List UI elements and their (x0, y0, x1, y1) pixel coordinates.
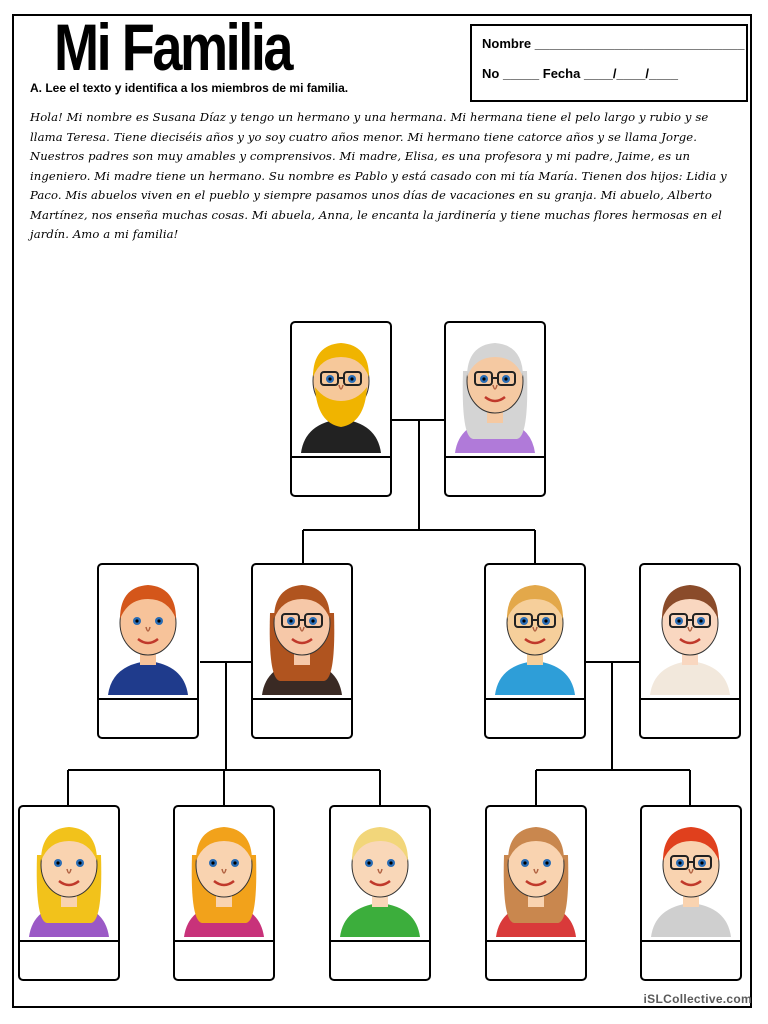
card-divider (446, 456, 544, 458)
red-haired-boy-icon (645, 811, 737, 937)
date-field[interactable]: ____/____/____ (583, 66, 678, 81)
brown-haired-woman-icon (644, 569, 736, 695)
name-answer-field[interactable] (335, 944, 425, 976)
red-haired-man-icon (102, 569, 194, 695)
card-divider (641, 698, 739, 700)
name-answer-field[interactable] (646, 944, 736, 976)
brown-haired-girl-icon (490, 811, 582, 937)
name-answer-field[interactable] (645, 702, 735, 734)
blonde-boy-icon (334, 811, 426, 937)
family-card-man2 (484, 563, 586, 739)
name-field[interactable]: _____________________________ (534, 36, 745, 51)
card-divider (642, 940, 740, 942)
name-label: Nombre (482, 36, 532, 51)
blonde-girl-icon (23, 811, 115, 937)
student-info-box (470, 24, 748, 102)
site-credit: iSLCollective.com (643, 992, 752, 1006)
card-divider (331, 940, 429, 942)
family-card-teen-girl (173, 805, 275, 981)
instructions: A. Lee el texto y identifica a los miembros de mi familia. (30, 81, 349, 95)
family-card-boy1 (329, 805, 431, 981)
card-divider (292, 456, 390, 458)
number-label: No (482, 66, 500, 81)
card-divider (20, 940, 118, 942)
name-row (482, 36, 744, 51)
family-card-woman2 (639, 563, 741, 739)
card-divider (487, 940, 585, 942)
family-card-woman1 (251, 563, 353, 739)
family-card-grandpa (290, 321, 392, 497)
number-date-row (482, 66, 678, 81)
blonde-teen-girl-icon (178, 811, 270, 937)
name-answer-field[interactable] (491, 944, 581, 976)
name-answer-field[interactable] (179, 944, 269, 976)
name-answer-field[interactable] (490, 702, 580, 734)
card-divider (253, 698, 351, 700)
family-card-girl2 (485, 805, 587, 981)
family-card-boy2 (640, 805, 742, 981)
family-card-man1 (97, 563, 199, 739)
card-divider (99, 698, 197, 700)
woman-with-glasses-icon (256, 569, 348, 695)
name-answer-field[interactable] (103, 702, 193, 734)
family-card-girl1 (18, 805, 120, 981)
family-card-grandma (444, 321, 546, 497)
page-title: Mi Familia (54, 10, 292, 84)
name-answer-field[interactable] (24, 944, 114, 976)
bearded-grandfather-icon (295, 327, 387, 453)
date-label: Fecha (542, 66, 581, 81)
grey-haired-grandmother-icon (449, 327, 541, 453)
card-divider (175, 940, 273, 942)
number-field[interactable]: _____ (502, 66, 540, 81)
story-text: Hola! Mi nombre es Susana Díaz y tengo un hermano y una hermana. Mi hermana tiene el pelo largo y rubio y se llama Teresa. Tiene dieciséis años y yo soy cuatro años menor. Mi hermano tiene catorce años y se llama Jorge. Nuestros padres son muy amables y comprensivos. Mi madre, Elisa, es una profesora y mi padre, Jaime, es un ingeniero. Mi madre tiene un hermano. Su nombre es Pablo y está casado con mi tía María. Tienen dos hijos: Lidia y Paco. Mis abuelos viven en el pueblo y siempre pasamos unos días de vacaciones en su granja. Mi abuelo, Alberto Martínez, nos enseña muchas cosas. Mi abuela, Anna, le encanta la jardinería y tiene muchas flores hermosas en el jardín. Amo a mi familia! (30, 110, 727, 241)
card-divider (486, 698, 584, 700)
name-answer-field[interactable] (296, 460, 386, 492)
name-answer-field[interactable] (450, 460, 540, 492)
name-answer-field[interactable] (257, 702, 347, 734)
man-with-glasses-icon (489, 569, 581, 695)
